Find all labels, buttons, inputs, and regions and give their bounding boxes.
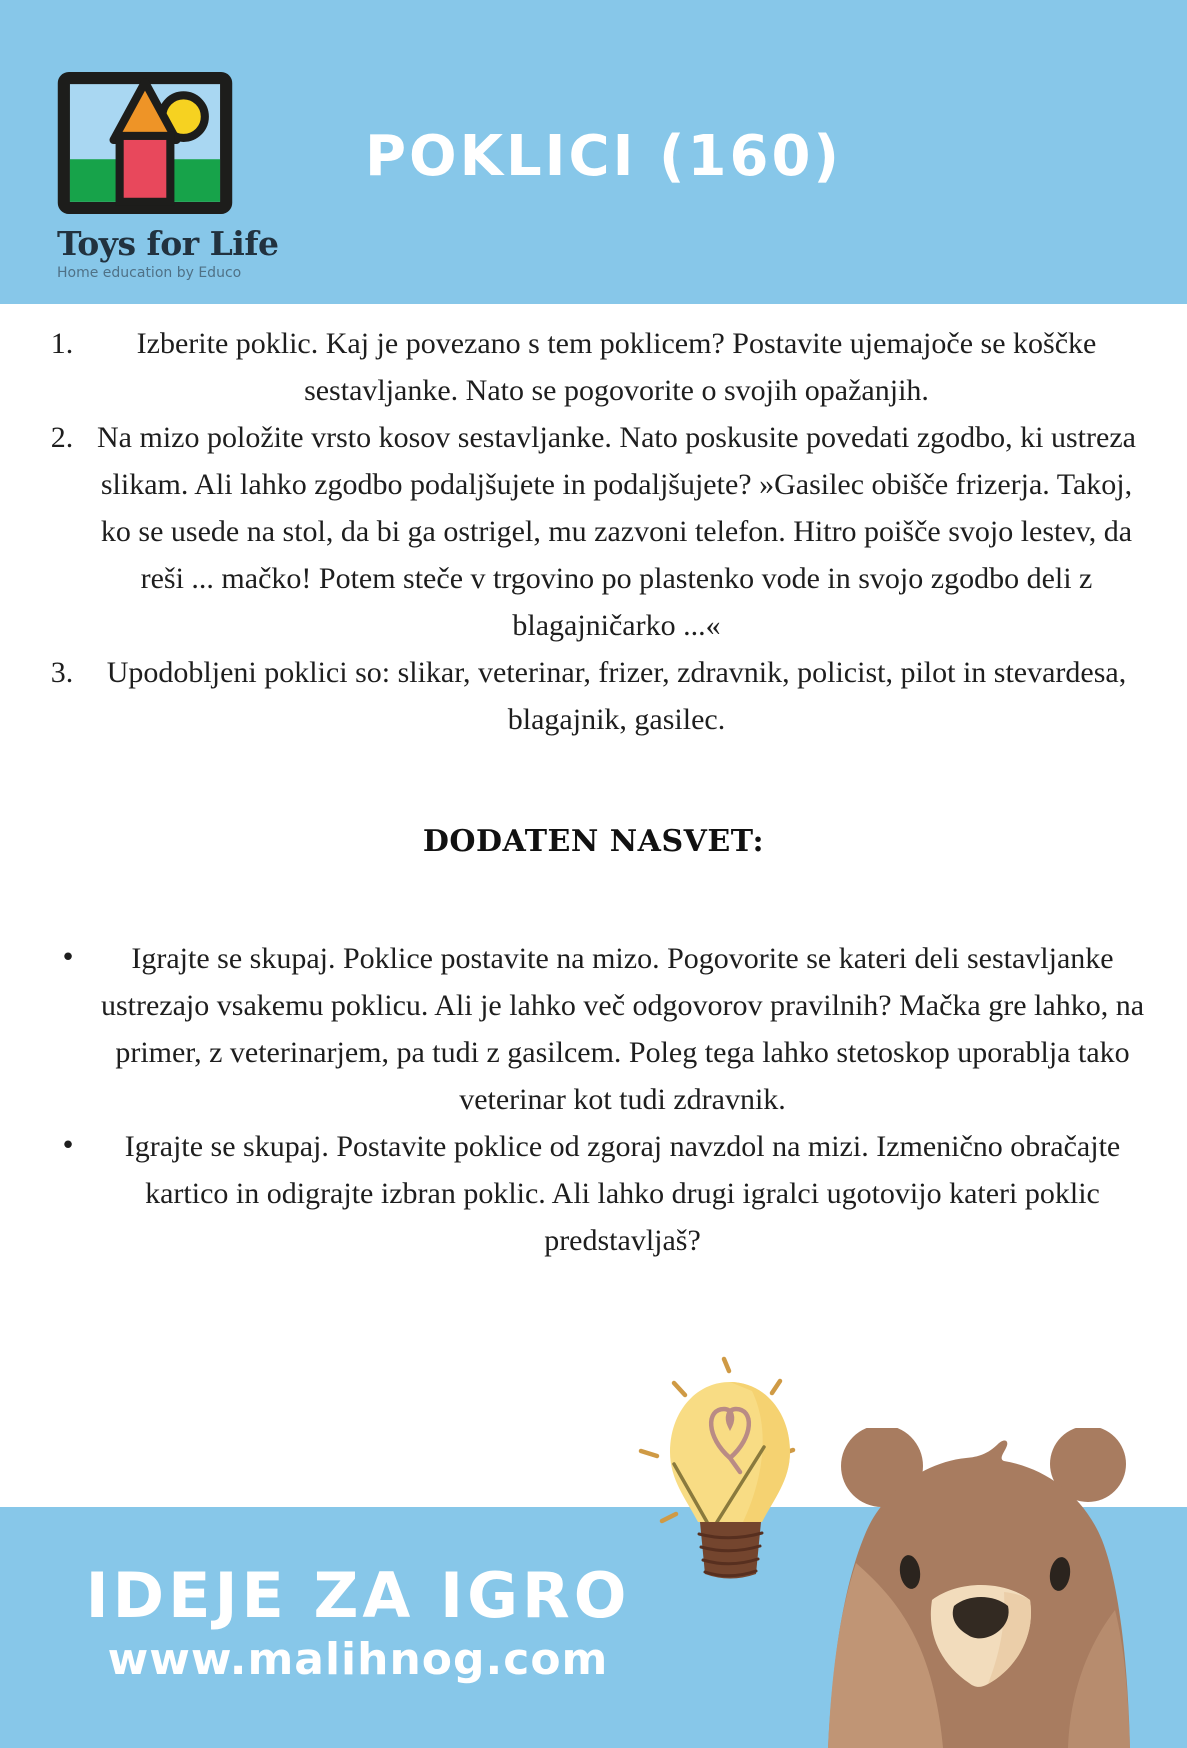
instruction-item <box>36 649 1145 743</box>
tip-text: Igrajte se skupaj. Poklice postavite na mizo. Pogovorite se kateri deli sestavljanke ustrezajo vsakemu poklicu. Ali je lahko več odgovorov pravilnih? Mačka gre lahko, na primer, z veterinarjem, pa tudi z gasilcem. Poleg tega lahko stetoskop uporablja tako veterinar kot tudi zdravnik. <box>100 942 1145 1116</box>
item-text: Upodobljeni poklici so: slikar, veterinar, frizer, zdravnik, policist, pilot in stevardesa, blagajnik, gasilec. <box>106 656 1127 736</box>
bullet-icon: • <box>60 943 76 973</box>
instruction-item <box>36 414 1145 649</box>
tip-item <box>36 1123 1145 1264</box>
footer-text-block <box>0 1560 716 1688</box>
item-number: 2. <box>50 421 74 454</box>
footer-heading: IDEJE ZA IGRO <box>85 1559 631 1632</box>
page-title: POKLICI (160) <box>364 124 843 189</box>
instruction-item <box>36 320 1145 414</box>
item-number: 3. <box>50 656 74 689</box>
numbered-instruction-list <box>0 320 1187 743</box>
item-number: 1. <box>50 327 74 360</box>
tip-text: Igrajte se skupaj. Postavite poklice od zgoraj navzdol na mizi. Izmenično obračajte kartico in odigrajte izbran poklic. Ali lahko drugi igralci ugotovijo kateri poklic predstavljaš? <box>124 1130 1121 1257</box>
header-band <box>0 0 1187 304</box>
item-text: Na mizo položite vrsto kosov sestavljanke. Nato poskusite povedati zgodbo, ki ustreza slikam. Ali lahko zgodbo podaljšujete in podaljšujete? »Gasilec obišče frizerja. Takoj, ko se usede na stol, da bi ga ostrigel, mu zazvoni telefon. Hitro poišče svojo lestev, da reši ... mačko! Potem steče v trgovino po plastenko vode in svojo zgodbo deli z blagajničarko ...« <box>97 421 1136 642</box>
footer-website: www.malihnog.com <box>107 1634 609 1685</box>
tip-item <box>36 935 1145 1123</box>
logo-tagline: Home education by Educo <box>57 265 242 281</box>
tips-heading: DODATEN NASVET: <box>422 824 765 859</box>
instructions-section <box>0 304 1187 1264</box>
item-text: Izberite poklic. Kaj je povezano s tem poklicem? Postavite ujemajoče se koščke sestavljanke. Nato se pogovorite o svojih opažanjih. <box>136 327 1097 407</box>
lightbulb-icon <box>612 1352 797 1584</box>
bear-icon <box>808 1428 1148 1748</box>
tips-bullet-list <box>0 935 1187 1264</box>
logo-title: Toys for Life <box>57 224 279 263</box>
bullet-icon: • <box>60 1131 76 1161</box>
